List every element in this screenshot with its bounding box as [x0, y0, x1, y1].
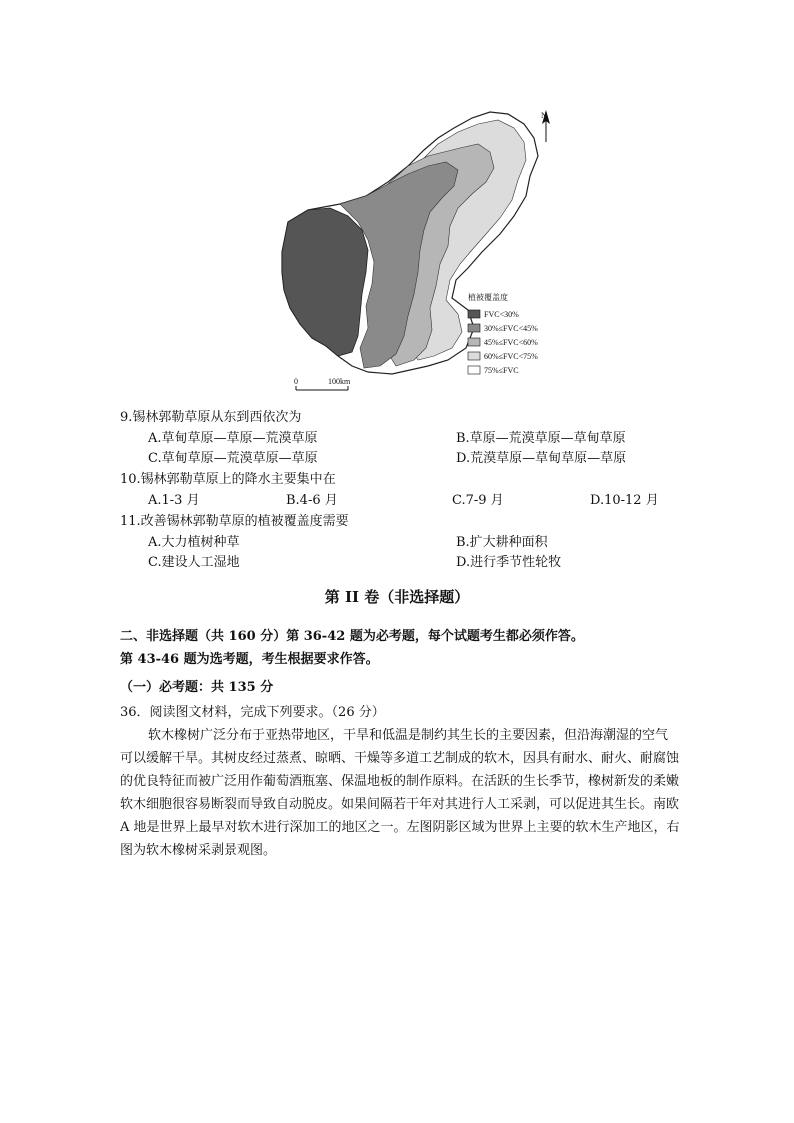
legend-item [468, 310, 519, 319]
question-36-stem: 36．阅读图文材料，完成下列要求。（26 分） [120, 705, 385, 720]
legend-item [468, 338, 538, 347]
question-10-option-b[interactable]: B.4-6 月 [286, 493, 338, 508]
legend-item [468, 366, 519, 375]
question-9-option-c[interactable]: C.草甸草原—荒漠草原—草原 [148, 451, 318, 466]
question-9-stem: 9.锡林郭勒草原从东到西依次为 [120, 410, 302, 425]
question-9-option-d[interactable]: D.荒漠草原—草甸草原—草原 [456, 451, 627, 466]
svg-text:100km: 100km [328, 377, 351, 386]
part2-header-line2: 第 43-46 题为选考题，考生根据要求作答。 [120, 652, 379, 667]
map-legend [468, 292, 538, 375]
svg-text:0: 0 [294, 377, 298, 386]
question-9-option-b[interactable]: B.草原—荒漠草原—草甸草原 [456, 431, 626, 446]
question-10-stem: 10.锡林郭勒草原上的降水主要集中在 [120, 472, 336, 487]
question-9-option-a[interactable]: A.草甸草原—草原—荒漠草原 [148, 431, 318, 446]
svg-text:75%≤FVC: 75%≤FVC [484, 366, 519, 375]
svg-text:60%≤FVC<75%: 60%≤FVC<75% [484, 352, 538, 361]
vegetation-coverage-map [268, 104, 568, 400]
svg-text:30%≤FVC<45%: 30%≤FVC<45% [484, 324, 538, 333]
question-36-paragraph: 软木橡树广泛分布于亚热带地区，干旱和低温是制约其生长的主要因素，但沿海潮湿的空气可以缓解干旱。其树皮经过蒸煮、晾晒、干燥等多道工艺制成的软木，因具有耐水、耐火、耐腐蚀的优良特征而被广泛用作葡萄酒瓶塞、保温地板的制作原料。在活跃的生长季节，橡树新发的柔嫩软木细胞很容易断裂而导致自动脱皮。如果间隔若干年对其进行人工采剥，可以促进其生长。南欧 A 地是世界上最早对软木进行深加工的地区之一。左图阴影区域为世界上主要的软木生产地区，右图为软木橡树采剥景观图。 [120, 728, 680, 858]
question-11-option-d[interactable]: D.进行季节性轮牧 [456, 555, 562, 570]
part2-header-line1: 二、非选择题（共 160 分）第 36-42 题为必考题，每个试题考生都必须作答。 [120, 629, 584, 644]
svg-text:N: N [541, 111, 547, 120]
question-10-option-d[interactable]: D.10-12 月 [590, 493, 659, 508]
question-10-option-a[interactable]: A.1-3 月 [148, 493, 200, 508]
section-title: 第 II 卷（非选择题） [324, 588, 470, 606]
question-11-option-a[interactable]: A.大力植树种草 [148, 535, 240, 550]
question-11-option-c[interactable]: C.建设人工湿地 [148, 555, 240, 570]
legend-item [468, 324, 538, 333]
question-11-stem: 11.改善锡林郭勒草原的植被覆盖度需要 [120, 514, 349, 529]
svg-text:45%≤FVC<60%: 45%≤FVC<60% [484, 338, 538, 347]
north-arrow-icon [541, 110, 550, 142]
legend-item [468, 352, 538, 361]
map-region-fvc-below-30 [282, 208, 368, 356]
svg-text:FVC<30%: FVC<30% [484, 310, 519, 319]
svg-text:植被覆盖度: 植被覆盖度 [468, 293, 508, 302]
required-header: （一）必考题：共 135 分 [120, 680, 274, 695]
question-11-option-b[interactable]: B.扩大耕种面积 [456, 535, 548, 550]
scale-bar [294, 377, 351, 390]
question-10-option-c[interactable]: C.7-9 月 [452, 493, 504, 508]
